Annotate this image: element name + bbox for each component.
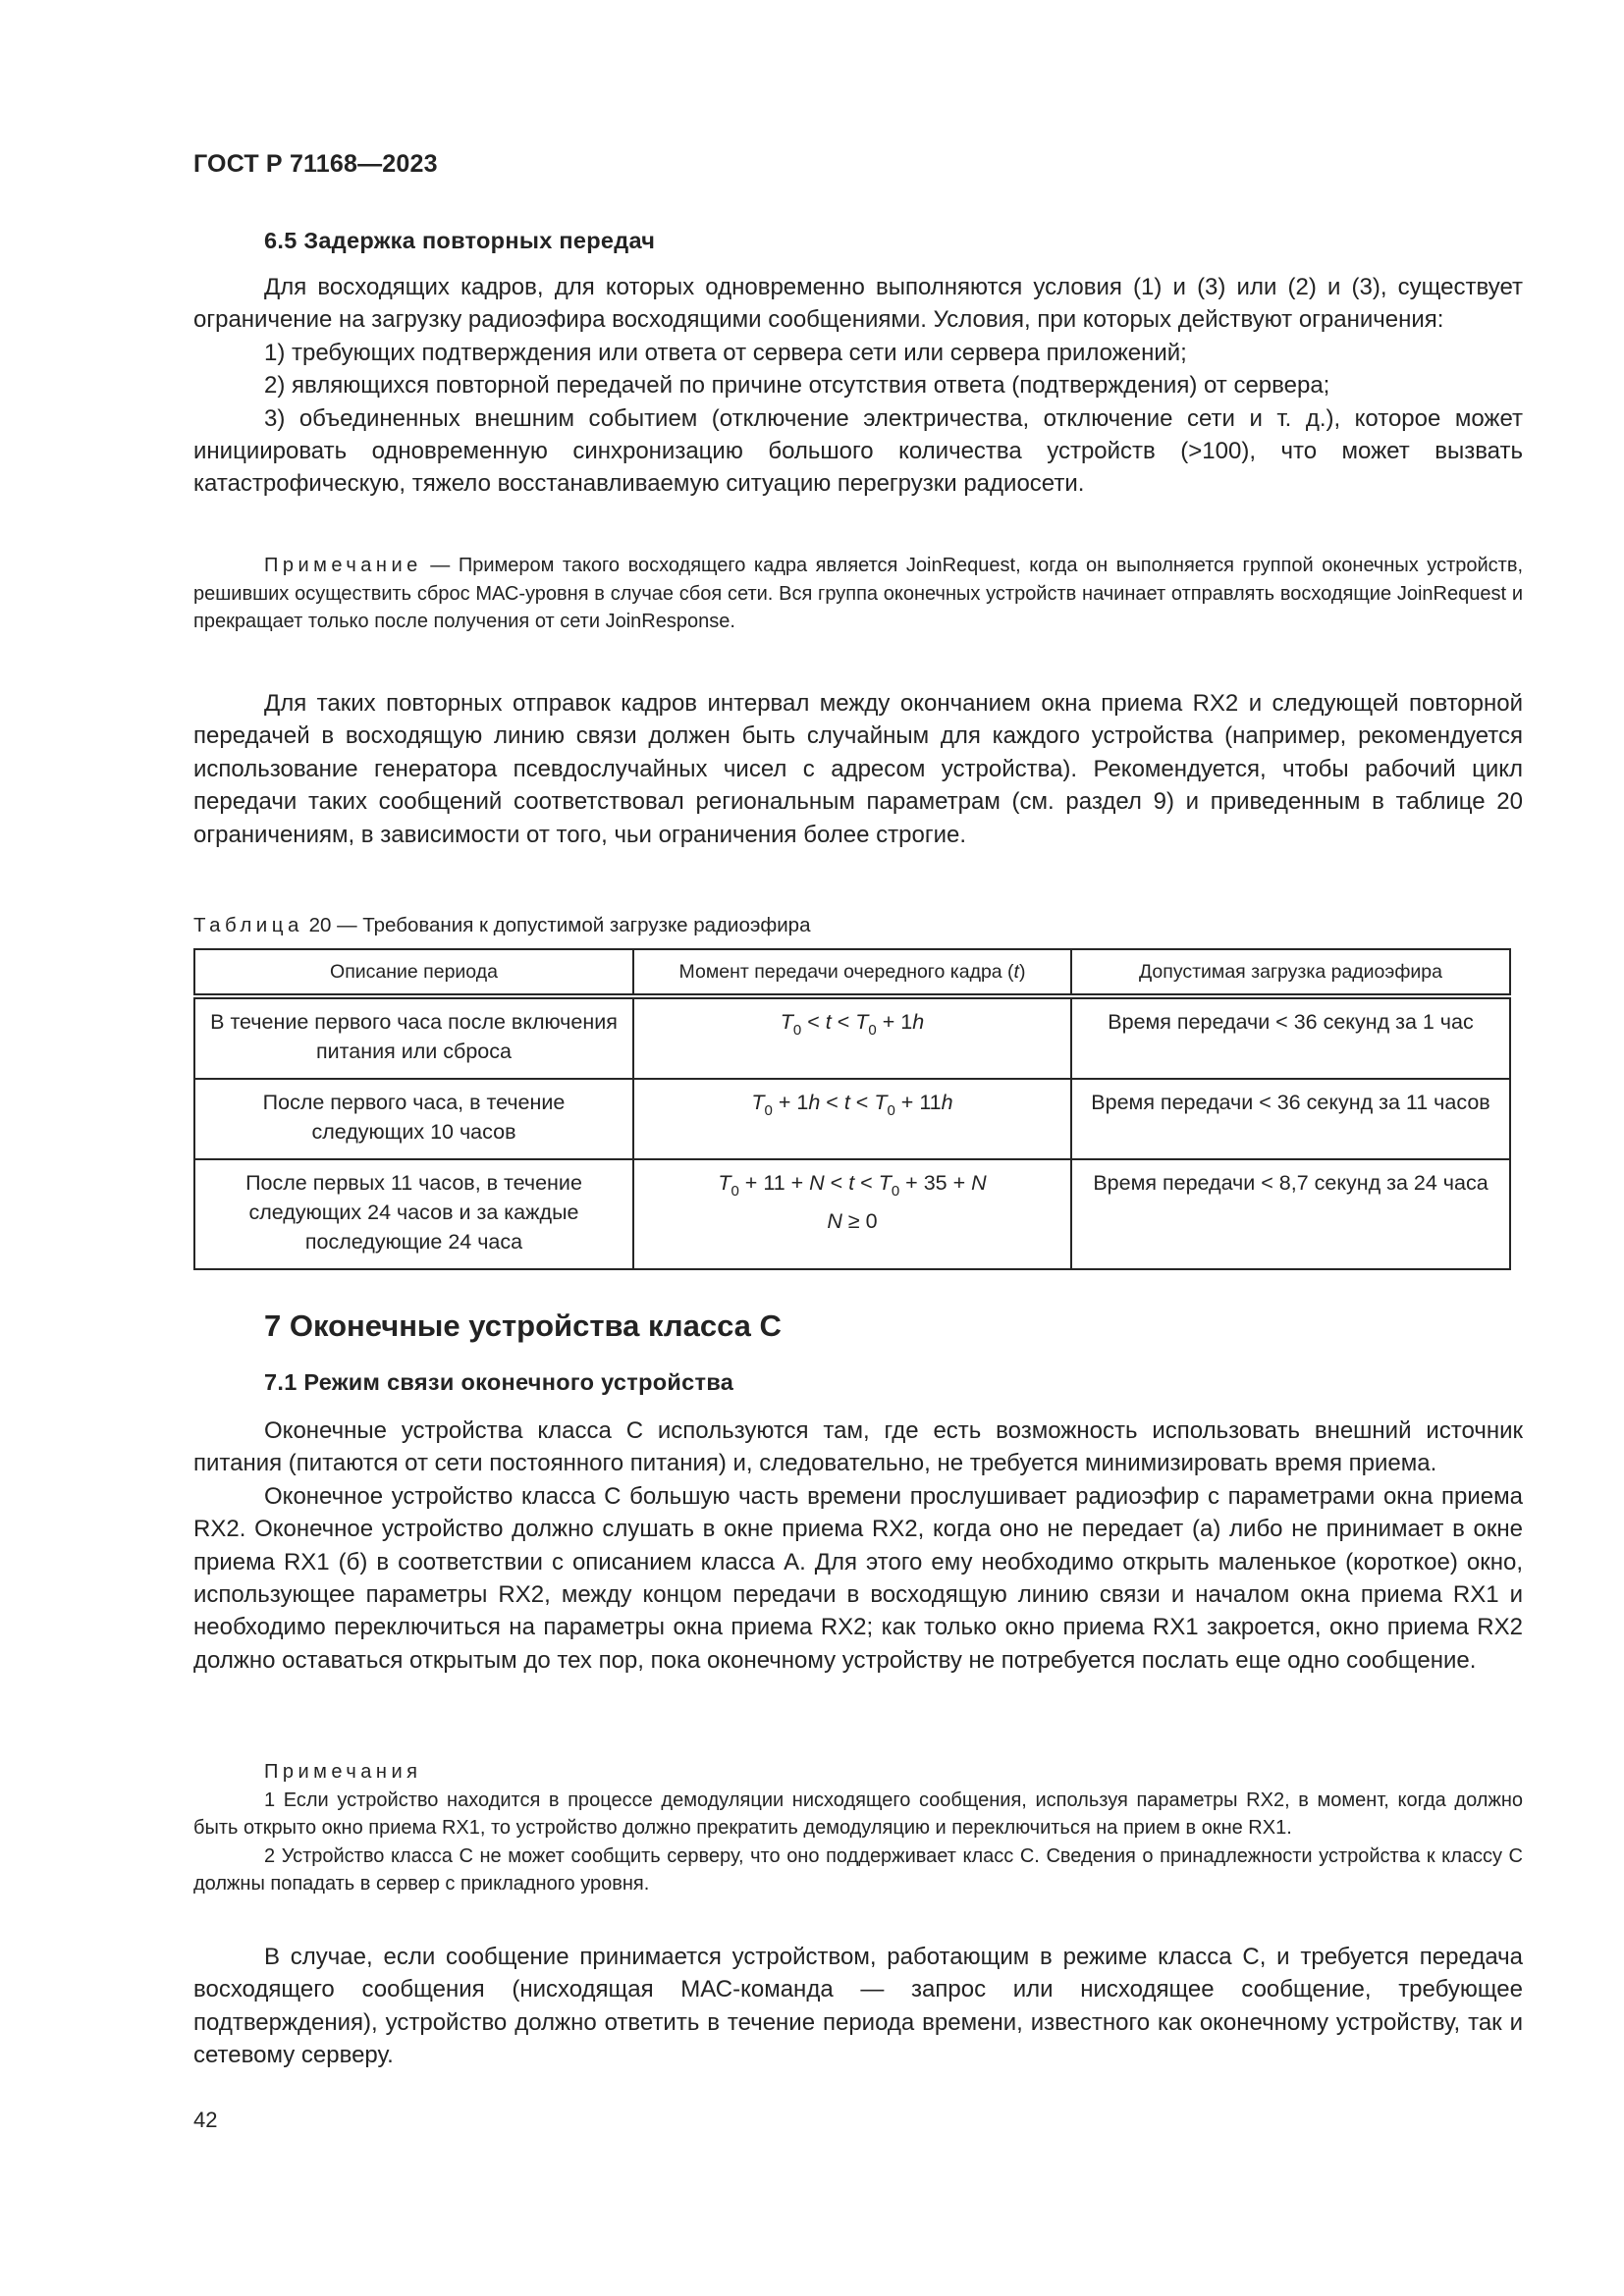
final-paragraph-text: В случае, если сообщение принимается устройством, работающим в режиме класса С, и требуется передача восходящего сообщения (нисходящая МАС-команда — запрос или нисходящее сообщение, требующее подтверждения), устройство должно ответить в течение периода времени, известного как оконечному устройству, так и сетевому серверу. (193, 1944, 1523, 2069)
table-caption (193, 914, 810, 937)
body-paragraph: Оконечное устройство класса С большую часть времени прослушивает радиоэфир с параметрами окна приема RX2. Оконечное устройство должно слушать в окне приема RX2, когда оно не передает (а) либо не принимает в окне приема RX1 (б) в соответствии с описанием класса А. Для этого ему необходимо открыть маленькое (короткое) окно, использующее параметры RX2, между концом передачи в восходящую линию связи и началом окна приема RX1 и необходимо переключиться на параметры окна приема RX2; как только окно приема RX1 закроется, окно приема RX2 должно оставаться открытым до тех пор, пока оконечному устройству не потребуется послать еще одно сообщение. (193, 1482, 1523, 1674)
table-caption-label: Таблица (193, 914, 303, 936)
table-row (194, 1159, 1510, 1269)
section-6-5-body (193, 271, 1523, 501)
table-caption-text: 20 — Требования к допустимой загрузке радиоэфира (302, 914, 811, 936)
moment-cell: $T_0 + 1h < t < T_0 + 11h$ (633, 1079, 1071, 1159)
condition-item: 1) требующих подтверждения или ответа от сервера сети или сервера приложений; (264, 339, 1187, 366)
section-7-title: 7 Оконечные устройства класса С (264, 1308, 782, 1343)
airtime-requirements-table (193, 948, 1511, 1270)
period-cell: В течение первого часа после включения питания или сброса (194, 996, 633, 1079)
load-cell: Время передачи < 36 секунд за 11 часов (1071, 1079, 1510, 1159)
final-paragraph (193, 1941, 1523, 2072)
page-number: 42 (193, 2108, 218, 2132)
column-header-period: Описание периода (194, 949, 633, 996)
retransmission-text: Для таких повторных отправок кадров интервал между окончанием окна приема RX2 и следующей повторной передачей в восходящую линию связи должен быть случайным для каждого устройства (например, рекомендуется использование генератора псевдослучайных чисел с адресом устройства). Рекомендуется, чтобы рабочий цикл передачи таких сообщений соответствовал региональным параметрам (см. раздел 9) и приведенным в таблице 20 ограничениям, в зависимости от того, чьи ограничения более строгие. (193, 690, 1523, 848)
table-header-row (194, 949, 1510, 996)
table-row (194, 1079, 1510, 1159)
note-text: — Примером такого восходящего кадра является JoinRequest, когда он выполняется группой оконечных устройств, решивших осуществить сброс МАС-уровня в случае сбоя сети. Вся группа оконечных устройств начинает отправлять восходящие JoinRequest и прекращает только после получения от сети JoinResponse. (193, 555, 1523, 633)
notes-block (193, 1758, 1523, 1898)
condition-item: 3) объединенных внешним событием (отключение электричества, отключение сети и т. д.), которое может инициировать одновременную синхронизацию большого количества устройств (>100), что может вызвать катастрофическую, тяжело восстанавливаемую ситуацию перегрузки радиосети. (193, 404, 1523, 498)
section-7-1-body (193, 1415, 1523, 1677)
load-cell: Время передачи < 8,7 секунд за 24 часа (1071, 1159, 1510, 1269)
note-item: 1 Если устройство находится в процессе демодуляции нисходящего сообщения, используя параметры RX2, в момент, когда должно быть открыто окно приема RX1, то устройство должно прекратить демодуляцию и переключиться на прием в окне RX1. (193, 1789, 1523, 1840)
table-row (194, 996, 1510, 1079)
condition-item: 2) являющихся повторной передачей по причине отсутствия ответа (подтверждения) от сервера; (264, 372, 1330, 400)
load-cell: Время передачи < 36 секунд за 1 час (1071, 996, 1510, 1079)
column-header-load: Допустимая загрузка радиоэфира (1071, 949, 1510, 996)
note-block (193, 552, 1523, 636)
body-paragraph: Оконечные устройства класса С используются там, где есть возможность использовать внешний источник питания (питаются от сети постоянного питания) и, следовательно, не требуется минимизировать время приема. (193, 1417, 1523, 1477)
document-code-header: ГОСТ Р 71168—2023 (193, 150, 438, 178)
moment-cell: $T_0 < t < T_0 + 1h$ (633, 996, 1071, 1079)
retransmission-paragraph (193, 687, 1523, 851)
note-item: 2 Устройство класса С не может сообщить серверу, что оно поддерживает класс С. Сведения о принадлежности устройства к классу С должны попадать в сервер с прикладного уровня. (193, 1844, 1523, 1896)
column-header-moment: Момент передачи очередного кадра (t) (633, 949, 1071, 996)
period-cell: После первого часа, в течение следующих 10 часов (194, 1079, 633, 1159)
section-6-5-title: 6.5 Задержка повторных передач (264, 228, 656, 253)
moment-cell: $T_0 + 11 + N < t < T_0 + 35 + N$ N ≥ 0 (633, 1159, 1071, 1269)
section-7-1-title: 7.1 Режим связи оконечного устройства (264, 1369, 734, 1395)
note-label: Примечание (264, 555, 422, 576)
notes-label: Примечания (264, 1761, 422, 1783)
intro-paragraph: Для восходящих кадров, для которых одновременно выполняются условия (1) и (3) или (2) и (3), существует ограничение на загрузку радиоэфира восходящими сообщениями. Условия, при которых действуют ограничения: (193, 274, 1523, 334)
period-cell: После первых 11 часов, в течение следующих 24 часов и за каждые последующие 24 часа (194, 1159, 633, 1269)
